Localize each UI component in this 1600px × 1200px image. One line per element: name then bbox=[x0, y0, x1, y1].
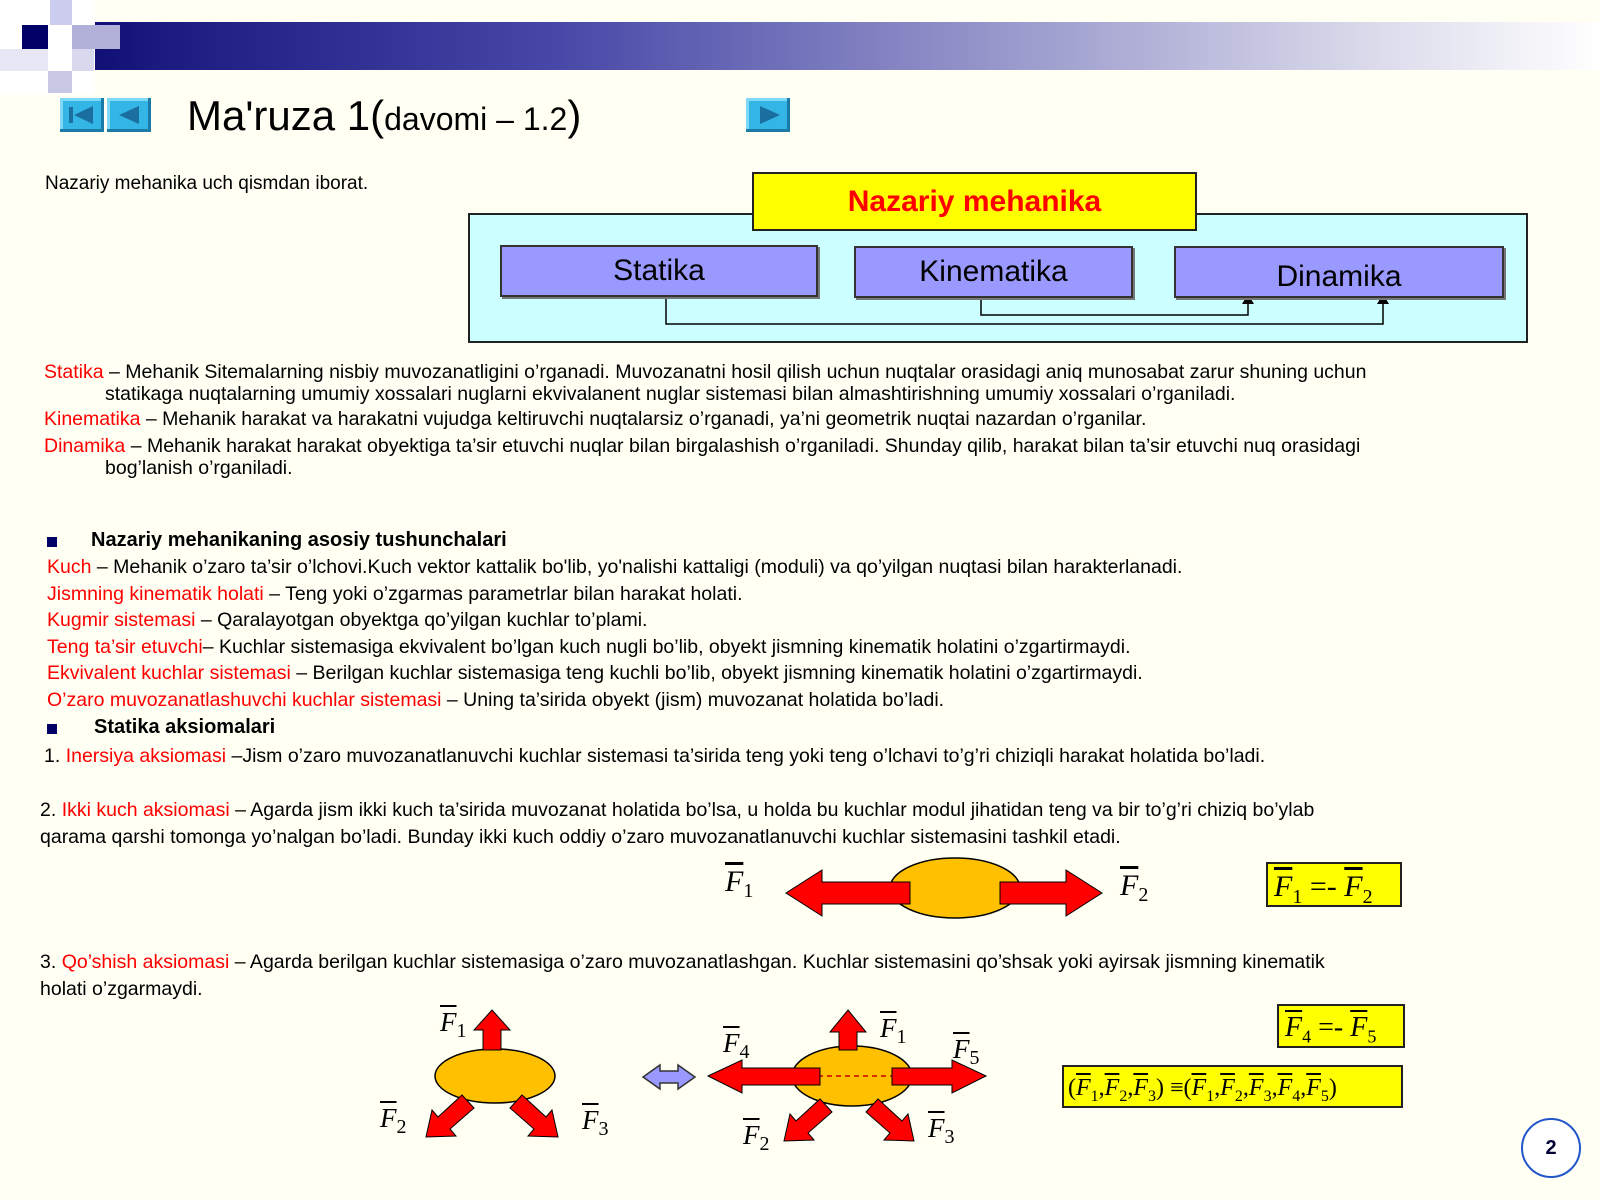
force-label-f2: $\overline{F}_2$ bbox=[743, 1120, 770, 1155]
axiom-text: – Agarda berilgan kuchlar sistemasiga o’zaro muvozanatlashgan. Kuchlar sistemasini qo’shsak yoki ayirsak jismning kinematik bbox=[229, 951, 1325, 973]
concept-term: Ekvivalent kuchlar sistemasi bbox=[47, 662, 291, 684]
force-arrow-down-right bbox=[866, 1099, 914, 1141]
axiom-number: 1. bbox=[44, 745, 66, 767]
concept-term: Teng ta’sir etuvchi bbox=[47, 636, 203, 658]
axiom-term: Qo’shish aksiomasi bbox=[61, 951, 230, 973]
concept-text: – Qaralayotgan obyektga qo’yilgan kuchlar to’plami. bbox=[195, 609, 648, 631]
force-arrow-down-left bbox=[784, 1099, 832, 1141]
force-arrow-down-right bbox=[510, 1095, 558, 1137]
concept-text: – Mehanik o’zaro ta’sir o’lchovi.Kuch vektor kattalik bo'lib, yo'nalishi kattaligi (moduli) va qo’yilgan nuqtasi bilan harakterlanadi. bbox=[91, 556, 1183, 578]
axiom-number: 3. bbox=[40, 951, 62, 973]
force-arrow-down-left bbox=[426, 1095, 474, 1137]
definition-term: Dinamika bbox=[44, 435, 126, 457]
definition-continuation: bog’lanish o’rganiladi. bbox=[105, 457, 293, 479]
axiom-term: Inersiya aksiomasi bbox=[65, 745, 227, 767]
concepts-heading: Nazariy mehanikaning asosiy tushunchalari bbox=[91, 529, 507, 551]
force-label-f2: $\overline{F}_2$ bbox=[380, 1103, 407, 1138]
concept-text: – Kuchlar sistemasiga ekvivalent bo’lgan kuch nugli bo’lib, obyekt jismning kinematik holatini o’zgartirmaydi. bbox=[202, 636, 1131, 658]
diagram-node-kinematika: Kinematika bbox=[854, 246, 1133, 298]
axiom-term: Ikki kuch aksiomasi bbox=[61, 799, 230, 821]
force-label-f5: $\overline{F}_5$ bbox=[953, 1034, 980, 1069]
force-label-f1: $\overline{F}_1$ bbox=[440, 1007, 467, 1042]
concept-term: Kugmir sistemasi bbox=[47, 609, 196, 631]
concept-term: Jismning kinematik holati bbox=[47, 583, 264, 605]
axioms-heading: Statika aksiomalari bbox=[94, 716, 276, 738]
force-label-f3: $\overline{F}_3$ bbox=[582, 1105, 609, 1140]
body-ellipse-left bbox=[435, 1049, 555, 1103]
formula-system-equivalence: $(\overline{F}_1,\overline{F}_2,\overline{F}_3) \equiv(\overline{F}_1,\overline{F}_2,\overline{F}_3,\overline{F}_4,\overline{F}_5)$ bbox=[1062, 1065, 1403, 1108]
definition-term: Kinematika bbox=[44, 408, 141, 430]
force-label-f1: $\overline{F}_1$ bbox=[880, 1013, 907, 1048]
axiom-3-continuation: holati o’zgarmaydi. bbox=[40, 978, 203, 1000]
intro-text: Nazariy mehanika uch qismdan iborat. bbox=[45, 173, 369, 194]
page-number-badge: 2 bbox=[1521, 1118, 1581, 1178]
formula-f4-eq-minus-f5: $\overline{F}_4 =- \overline{F}_5$ bbox=[1277, 1004, 1405, 1048]
diagram-root-node: Nazariy mehanika bbox=[752, 172, 1197, 231]
concept-text: – Uning ta’sirida obyekt (jism) muvozanat holatida bo’ladi. bbox=[441, 689, 945, 711]
concept-text: – Teng yoki o’zgarmas parametrlar bilan harakat holati. bbox=[263, 583, 743, 605]
force-label-f3: $\overline{F}_3$ bbox=[928, 1113, 955, 1148]
axiom-2-continuation: qarama qarshi tomonga yo’nalgan bo’ladi. Bunday ikki kuch oddiy o’zaro muvozanatlanuvchi kuchlar sistemasini tashkil etadi. bbox=[40, 826, 1121, 848]
force-label-f4: $\overline{F}_4$ bbox=[723, 1028, 750, 1063]
force-arrow-up bbox=[830, 1010, 866, 1050]
axiom-number: 2. bbox=[40, 799, 62, 821]
definition-text: – Mehanik harakat harakat obyektiga ta’sir etuvchi nuqlar bilan birgalashish o’rganiladi. Shunday qilib, harakat bilan ta’sir etuvchi nuq orasidagi bbox=[125, 435, 1361, 457]
page-title: Ma'ruza 1(davomi – 1.2) bbox=[187, 92, 582, 139]
force-arrow-up bbox=[474, 1010, 510, 1050]
diagram-node-statika: Statika bbox=[500, 245, 818, 297]
formula-f1-eq-minus-f2: $\overline{F}_1 =- \overline{F}_2$ bbox=[1266, 862, 1402, 907]
force-label-f1: $\overline{F}_1$ bbox=[725, 865, 754, 902]
definition-text: – Mehanik Sitemalarning nisbiy muvozanatligini o’rganadi. Muvozanatni hosil qilish uchun nuqtalar orasidagi aniq munosabat zarur shuning uchun bbox=[103, 361, 1367, 383]
concept-text: – Berilgan kuchlar sistemasiga teng kuchli bo’lib, obyekt jismning kinematik holatini o’zgartirmaydi. bbox=[290, 662, 1143, 684]
concept-term: O’zaro muvozanatlashuvchi kuchlar sistemasi bbox=[47, 689, 442, 711]
force-label-f2: $\overline{F}_2$ bbox=[1120, 869, 1149, 906]
equivalence-arrow-icon bbox=[643, 1065, 695, 1089]
definition-term: Statika bbox=[44, 361, 104, 383]
definition-continuation: statikaga nuqtalarning umumiy xossalari nuglarni ekvivalanent nuglar sistemasi bilan almashtirishning umumiy xossalari o’rganiladi. bbox=[105, 383, 1236, 405]
concept-term: Kuch bbox=[47, 556, 92, 578]
axiom-text: – Agarda jism ikki kuch ta’sirida muvozanat holatida bo’lsa, u holda bu kuchlar modul jihatidan teng va bir to’g’ri chiziq bo’ylab bbox=[229, 799, 1315, 821]
definition-text: – Mehanik harakat va harakatni vujudga keltiruvchi nuqtalarsiz o’rganadi, ya’ni geometrik nuqtai nazardan o’rganilar. bbox=[140, 408, 1147, 430]
axiom-text: –Jism o’zaro muvozanatlanuvchi kuchlar sistemasi ta’sirida teng yoki teng o’lchavi to’g’ri chiziqli harakat holatida bo’ladi. bbox=[226, 745, 1266, 767]
diagram-node-dinamika: Dinamika bbox=[1174, 246, 1504, 298]
force-arrow-left bbox=[786, 870, 910, 916]
